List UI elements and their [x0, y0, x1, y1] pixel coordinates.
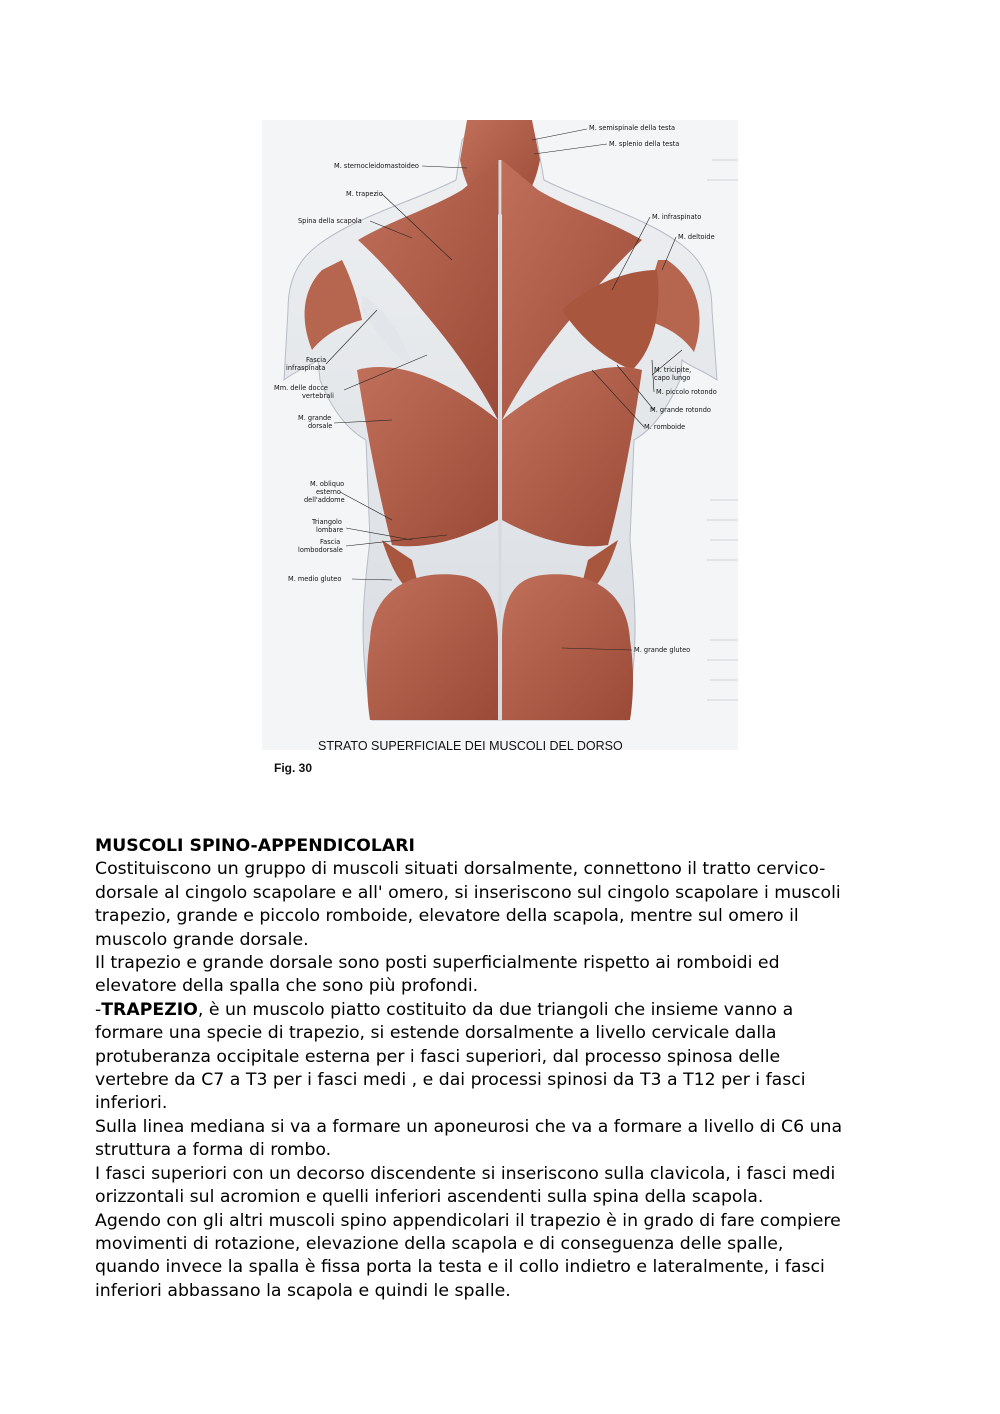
text-line: protuberanza occipitale esterna per i fasci superiori, dal processo spinosa delle [95, 1046, 781, 1067]
text-line: inferiori abbassano la scapola e quindi le spalle. [95, 1280, 511, 1301]
text-line: orizzontali sul acromion e quelli inferiori ascendenti sulla spina della scapola. [95, 1187, 764, 1208]
label-docce-1: Mm. delle docce [274, 384, 328, 392]
back-muscles-illustration [262, 120, 738, 780]
label-grande-dorsale-2: dorsale [308, 422, 333, 430]
text-line: trapezio, grande e piccolo romboide, elevatore della scapola, mentre sul omero il [95, 906, 799, 927]
label-obliquo-2: esterno [316, 488, 341, 496]
label-triangolo-1: Triangolo [312, 518, 342, 526]
label-deltoide: M. deltoide [678, 233, 715, 241]
label-trapezio: M. trapezio [346, 190, 383, 198]
label-infraspinato: M. infraspinato [652, 213, 702, 221]
trapezio-definition: , è un muscolo piatto costituito da due triangoli che insieme vanno a [197, 999, 794, 1020]
text-line: Il trapezio e grande dorsale sono posti superficialmente rispetto ai romboidi ed [95, 953, 780, 974]
figure-number: Fig. 30 [274, 761, 313, 775]
text-line: vertebre da C7 a T3 per i fasci medi , e dai processi spinosi da T3 a T12 per i fasci [95, 1070, 806, 1091]
text-line: Agendo con gli altri muscoli spino appendicolari il trapezio è in grado di fare compiere [95, 1210, 841, 1231]
text-line: Costituiscono un gruppo di muscoli situati dorsalmente, connettono il tratto cervico- [95, 859, 826, 880]
section-heading: MUSCOLI SPINO-APPENDICOLARI [95, 836, 415, 856]
text-line: Sulla linea mediana si va a formare un aponeurosi che va a formare a livello di C6 una [95, 1116, 843, 1137]
label-triangolo-2: lombare [316, 526, 344, 534]
label-grande-dorsale-1: M. grande [298, 414, 332, 422]
label-docce-2: vertebrali [302, 392, 334, 400]
label-splenio: M. splenio della testa [609, 140, 680, 148]
figure-caption: STRATO SUPERFICIALE DEI MUSCOLI DEL DORSO [318, 739, 623, 753]
label-fascia-infraspinata-2: infraspinata [286, 364, 326, 372]
label-fascia-infraspinata-1: Fascia [306, 356, 327, 364]
text-line: dorsale al cingolo scapolare e all' omero, si inseriscono sul cingolo scapolare i muscoli [95, 882, 841, 903]
label-romboide: M. romboide [644, 423, 686, 431]
label-semispinale: M. semispinale della testa [589, 124, 676, 132]
text-line-trapezio [95, 999, 915, 1022]
label-spina-scapola: Spina della scapola [298, 217, 362, 225]
trapezio-term: TRAPEZIO [101, 999, 198, 1020]
text-line: I fasci superiori con un decorso discendente si inseriscono sulla clavicola, i fasci medi [95, 1163, 836, 1184]
label-obliquo-3: dell'addome [304, 496, 345, 504]
gluteus-left [367, 574, 498, 720]
dash: - [95, 999, 102, 1020]
anatomy-figure [262, 120, 738, 780]
text-line: elevatore della spalla che sono più profondi. [95, 976, 479, 997]
label-piccolo-rotondo: M. piccolo rotondo [656, 388, 717, 396]
text-line: inferiori. [95, 1093, 168, 1114]
label-grande-gluteo: M. grande gluteo [634, 646, 691, 654]
label-tricipite-2: capo lungo [654, 374, 691, 382]
text-line: movimenti di rotazione, elevazione della scapola e di conseguenza delle spalle, [95, 1233, 784, 1254]
text-line: struttura a forma di rombo. [95, 1140, 332, 1161]
label-obliquo-1: M. obliquo [310, 480, 345, 488]
label-medio-gluteo: M. medio gluteo [288, 575, 342, 583]
text-line: muscolo grande dorsale. [95, 929, 309, 950]
label-fascia-lombo-2: lombodorsale [298, 546, 343, 554]
body-text [95, 835, 915, 1303]
label-grande-rotondo: M. grande rotondo [650, 406, 711, 414]
label-tricipite-1: M. tricipite, [654, 366, 692, 374]
text-line: quando invece la spalla è fissa porta la testa e il collo indietro e lateralmente, i fasci [95, 1257, 825, 1278]
gluteus-right [502, 574, 633, 720]
label-fascia-lombo-1: Fascia [320, 538, 341, 546]
text-line: formare una specie di trapezio, si estende dorsalmente a livello cervicale dalla [95, 1023, 777, 1044]
label-sternocleidomastoideo: M. sternocleidomastoideo [334, 162, 419, 170]
